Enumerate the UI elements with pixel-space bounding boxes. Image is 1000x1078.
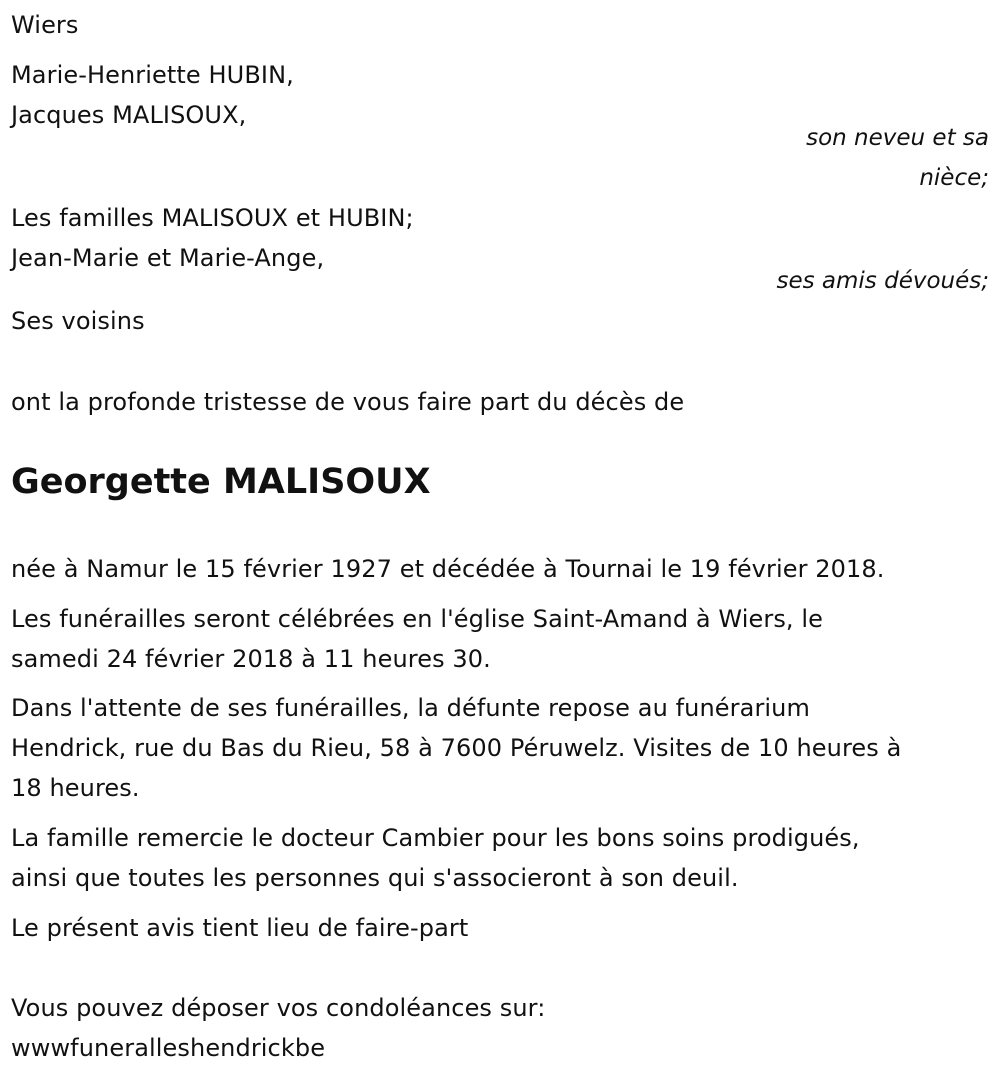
thanks-line: ainsi que toutes les personnes qui s'associeront à son deuil. (11, 864, 739, 892)
visitation-line: Hendrick, rue du Bas du Rieu, 58 à 7600 Péruwelz. Visites de 10 heures à (11, 734, 902, 762)
funeral-line: samedi 24 février 2018 à 11 heures 30. (11, 645, 491, 673)
family-name: Jean-Marie et Marie-Ange, (11, 244, 325, 272)
family-name: Ses voisins (11, 307, 145, 335)
thanks-line: La famille remercie le docteur Cambier pour les bons soins prodigués, (11, 824, 860, 852)
family-name: Les familles MALISOUX et HUBIN; (11, 204, 414, 232)
condolences-link[interactable]: wwwfuneralleshendrickbe (11, 1034, 326, 1062)
relation-label: ses amis dévoués; (776, 268, 989, 294)
family-name: Jacques MALISOUX, (11, 101, 247, 129)
family-name: Marie-Henriette HUBIN, (11, 61, 294, 89)
relation-label: nièce; (919, 165, 989, 191)
announcement-intro: ont la profonde tristesse de vous faire part du décès de (11, 388, 685, 416)
notice-statement: Le présent avis tient lieu de faire-part (11, 914, 469, 942)
condolences-label: Vous pouvez déposer vos condoléances sur: (11, 994, 546, 1022)
location-heading: Wiers (11, 11, 79, 39)
visitation-line: 18 heures. (11, 774, 140, 802)
funeral-line: Les funérailles seront célébrées en l'église Saint-Amand à Wiers, le (11, 605, 824, 633)
birth-death-details: née à Namur le 15 février 1927 et décédée à Tournai le 19 février 2018. (11, 555, 885, 583)
relation-label: son neveu et sa (806, 125, 989, 151)
visitation-line: Dans l'attente de ses funérailles, la défunte repose au funérarium (11, 694, 810, 722)
deceased-name: Georgette MALISOUX (11, 462, 431, 502)
